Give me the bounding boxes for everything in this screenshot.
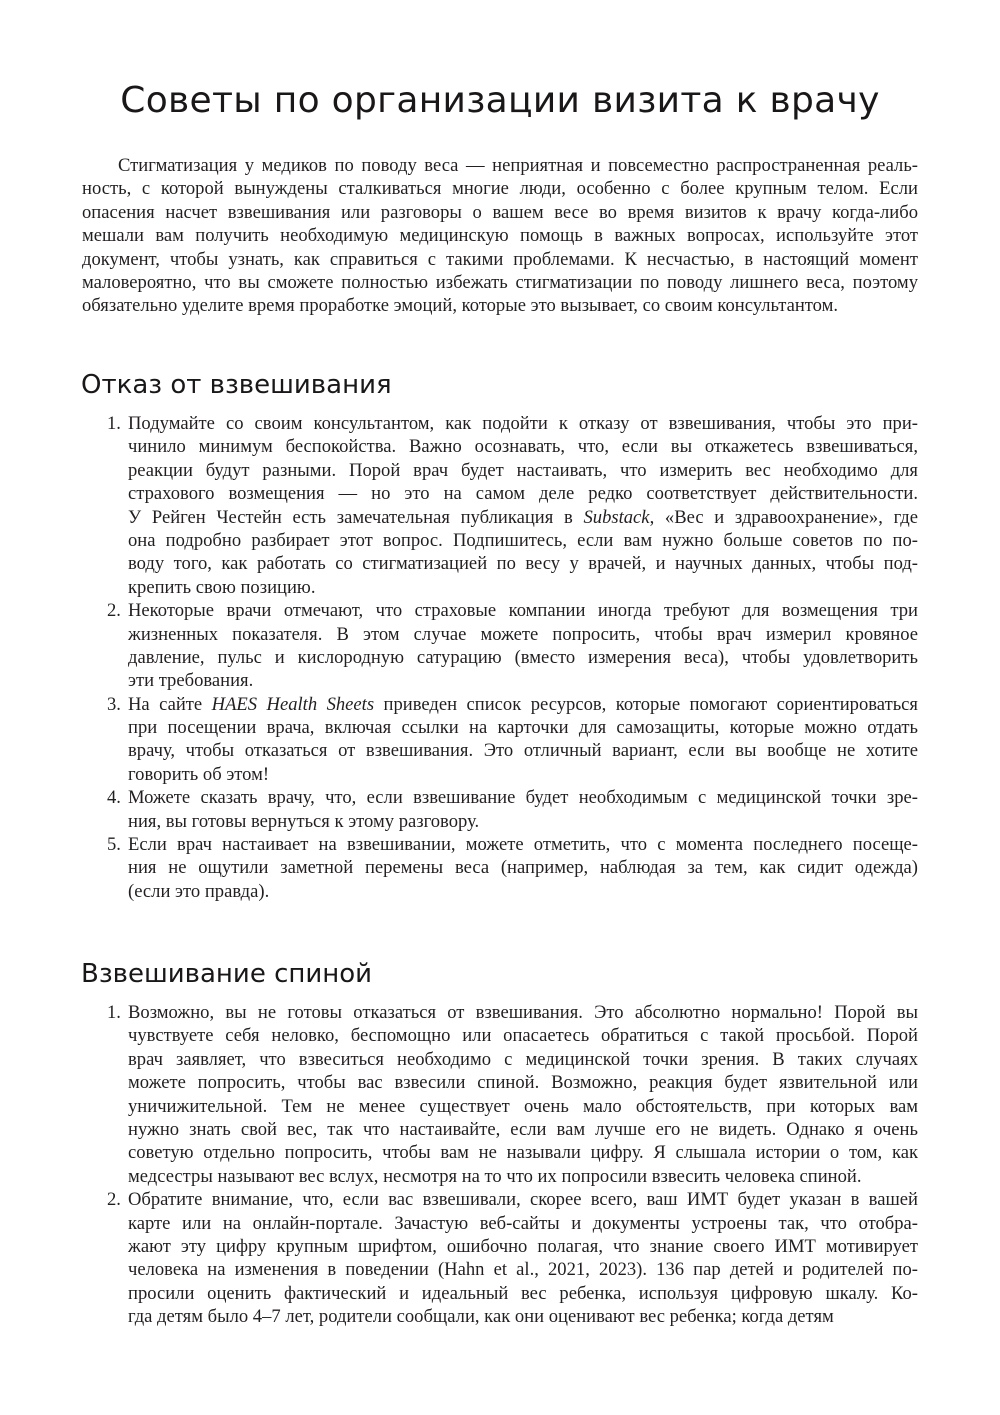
list-item [82, 599, 918, 693]
text-line: (если это правда). [128, 880, 270, 902]
blind-weighing-list [82, 1001, 918, 1328]
text-line: уничижительной. Тем не менее существует очень мало обстоятельств, при которых вам [128, 1095, 918, 1117]
text-line: На сайте HAES Health Sheets приведен список ресурсов, которые помогают сориентироваться [128, 693, 918, 715]
text-line: чувствуете себя неловко, беспомощно или опасаетесь обратиться с такой просьбой. Порой [128, 1025, 918, 1047]
list-item-number: 1. [107, 413, 121, 434]
text-line: врач заявляет, что взвеситься необходимо с медицинской точки зрения. В таких случаях [128, 1048, 918, 1070]
text-line: опасения насчет взвешивания или разговоры о вашем весе во время визитов к врачу когда-либо [82, 201, 918, 223]
intro-paragraph [82, 154, 918, 318]
text-line: маловероятно, что вы сможете полностью избежать стигматизации по поводу лишнего веса, поэтому [82, 271, 918, 293]
text-line: гда детям было 4–7 лет, родители сообщали, как они оценивают вес ребенка; когда детям [128, 1306, 834, 1328]
text-line: Некоторые врачи отмечают, что страховые компании иногда требуют для возмещения три [128, 600, 918, 622]
list-item-number: 5. [107, 834, 121, 856]
list-item [82, 693, 918, 787]
text-line: обязательно уделите время проработке эмоций, которые это вызывает, со своим консультантом. [82, 295, 839, 317]
text-line: Можете сказать врачу, что, если взвешивание будет необходимым с медицинской точки зре- [128, 787, 918, 809]
text-line: она подробно разбирает этот вопрос. Подпишитесь, если вам нужно больше советов по по- [128, 529, 918, 551]
text-line: документ, чтобы узнать, как справиться с такими проблемами. К несчастью, в настоящий момент [82, 248, 918, 270]
list-item-number: 4. [107, 787, 121, 809]
text-line: карте или на онлайн-портале. Зачастую веб-сайты и документы устроены так, что отобра- [128, 1212, 918, 1234]
text-line: Подумайте со своим консультантом, как подойти к отказу от взвешивания, чтобы это при- [128, 413, 918, 434]
text-line: эти требования. [128, 670, 254, 692]
text-line: ния, вы готовы вернуться к этому разговору. [128, 810, 480, 832]
list-item-number: 3. [107, 693, 121, 715]
text-line: жают эту цифру крупным шрифтом, ошибочно полагая, что знание своего ИМТ мотивирует [128, 1235, 918, 1257]
text-line: Обратите внимание, что, если вас взвешивали, скорее всего, ваш ИМТ будет указан в вашей [128, 1189, 918, 1211]
list-item-number: 2. [107, 1189, 121, 1211]
text-line: страхового возмещения — но это на самом деле редко соответствует действительности. [128, 483, 918, 505]
text-line: просили оценить фактический и идеальный вес ребенка, используя цифровую шкалу. Ко- [128, 1282, 918, 1304]
text-line: крепить свою позицию. [128, 576, 316, 598]
list-item [82, 1188, 918, 1328]
list-item [82, 1001, 918, 1188]
text-line: Если врач настаивает на взвешивании, можете отметить, что с момента последнего посеще- [128, 834, 918, 856]
page-title: Советы по организации визита к врачу [120, 80, 880, 121]
text-line: У Рейген Честейн есть замечательная публикация в Substack, «Вес и здравоохранение», где [128, 506, 918, 528]
text-line: Возможно, вы не готовы отказаться от взвешивания. Это абсолютно нормально! Порой вы [128, 1002, 918, 1023]
list-item [82, 833, 918, 903]
text-line: воду того, как работать со стигматизацией по весу у врачей, и научных данных, чтобы под- [128, 553, 918, 575]
italic-title: HAES Health Sheets [211, 693, 375, 715]
text-line: реакции будут разными. Порой врач будет настаивать, что измерить вес необходимо для [128, 459, 918, 481]
text-line: Стигматизация у медиков по поводу веса — неприятная и повсеместно распространенная реаль- [118, 155, 918, 176]
text-line: медсестры называют вес вслух, несмотря на то что их попросили взвесить человека спиной. [128, 1165, 862, 1187]
section-heading-blind-weighing: Взвешивание спиной [81, 959, 373, 989]
text-line: нужно знать свой вес, так что настаивайте, если вам лучше его не видеть. Однако я очень [128, 1118, 918, 1140]
list-item [82, 786, 918, 833]
list-item-number: 2. [107, 600, 121, 622]
text-line: говорить об этом! [128, 763, 270, 785]
text-line: чинило минимум беспокойства. Важно осознавать, что, если вы откажетесь взвешиваться, [128, 436, 918, 458]
list-item [82, 412, 918, 599]
text-line: при посещении врача, включая ссылки на карточки для самозащиты, которые можно отдать [128, 717, 918, 739]
text-line: ность, с которой вынуждены сталкиваться многие люди, особенно с более крупным телом. Если [82, 178, 918, 200]
text-line: врачу, чтобы отказаться от взвешивания. Это отличный вариант, если вы вообще не хотите [128, 740, 918, 762]
text-line: мешали вам получить необходимую медицинскую помощь в важных вопросах, используйте этот [82, 225, 918, 247]
section-heading-refuse-weighing: Отказ от взвешивания [81, 370, 392, 400]
italic-title: Substack [583, 506, 650, 528]
refuse-weighing-list [82, 412, 918, 903]
text-line: ния не ощутили заметной перемены веса (например, наблюдая за тем, как сидит одежда) [128, 857, 918, 879]
text-line: жизненных показателя. В этом случае можете попросить, чтобы врач измерил кровяное [128, 623, 918, 645]
text-line: советую отдельно попросить, чтобы вам не называли цифру. Я слышала истории о том, как [128, 1142, 918, 1164]
text-line: давление, пульс и кислородную сатурацию (вместо измерения веса), чтобы удовлетворить [128, 646, 918, 668]
text-line: можете попросить, чтобы вас взвесили спиной. Возможно, реакция будет язвительной или [128, 1072, 918, 1094]
list-item-number: 1. [107, 1002, 121, 1023]
text-line: человека на изменения в поведении (Hahn et al., 2021, 2023). 136 пар детей и родителей по- [128, 1259, 918, 1281]
